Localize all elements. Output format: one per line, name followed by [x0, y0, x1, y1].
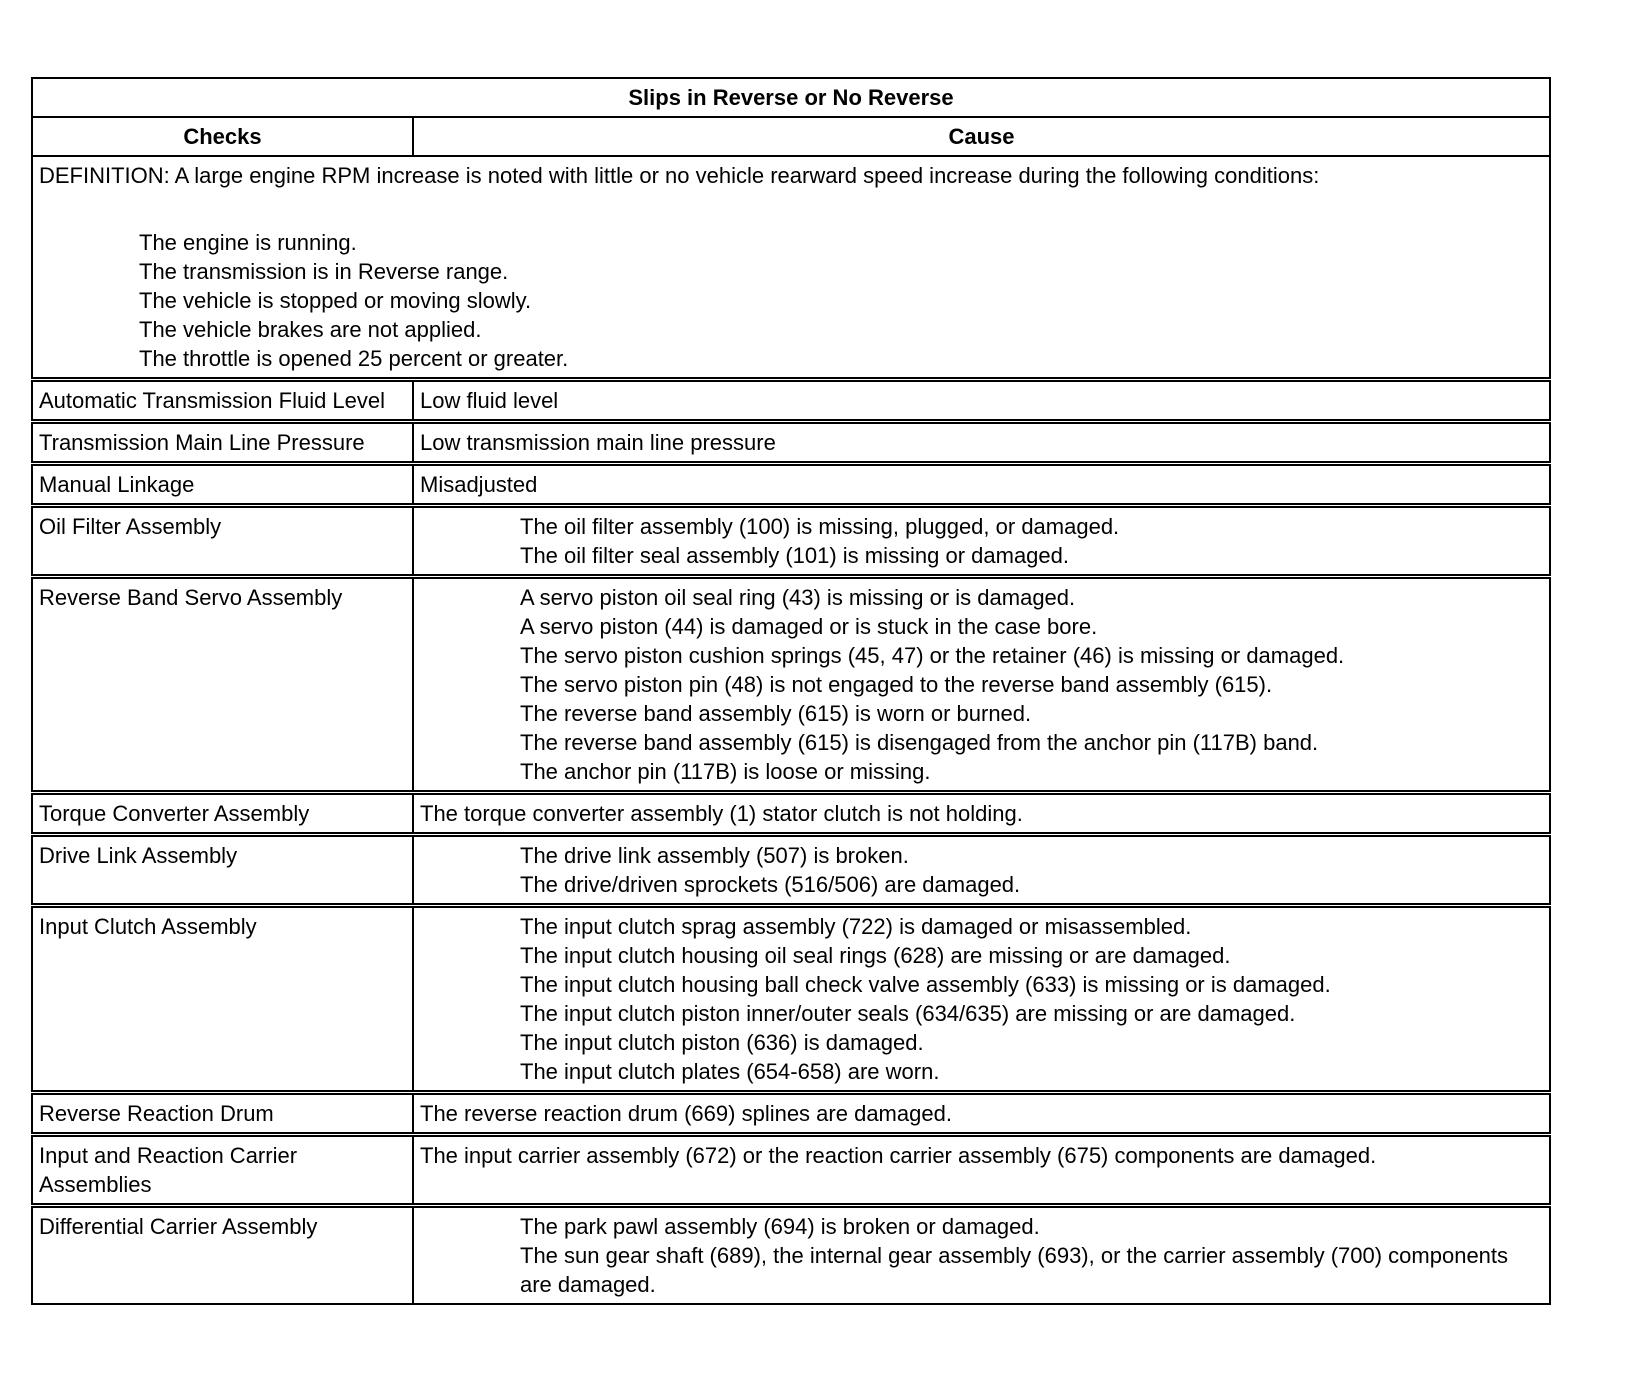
diagnostic-table [31, 77, 1551, 1305]
cause-item: The reverse band assembly (615) is worn or burned. [520, 701, 1032, 726]
cause-cell [413, 906, 1550, 1093]
cause-cell [413, 1093, 1550, 1135]
cause-list [420, 512, 1544, 570]
cause-text: Misadjusted [420, 472, 538, 497]
condition-item: The engine is running. [139, 230, 357, 255]
cause-item: The reverse band assembly (615) is disengaged from the anchor pin (117B) band. [520, 730, 1319, 755]
checks-column-header: Checks [32, 117, 413, 156]
check-cell: Manual Linkage [32, 464, 413, 506]
table-row [32, 835, 1550, 906]
cause-item: The anchor pin (117B) is loose or missing. [520, 759, 931, 784]
cause-item: The input clutch plates (654-658) are worn. [520, 1059, 940, 1084]
table-row [32, 1206, 1550, 1305]
cause-item: The input clutch piston inner/outer seals (634/635) are missing or are damaged. [520, 1001, 1296, 1026]
table-row [32, 1093, 1550, 1135]
cause-column-header: Cause [413, 117, 1550, 156]
cause-text: The torque converter assembly (1) stator clutch is not holding. [420, 801, 1023, 826]
cause-item: The servo piston cushion springs (45, 47) or the retainer (46) is missing or damaged. [520, 643, 1345, 668]
cause-list [420, 1212, 1544, 1299]
check-cell: Reverse Reaction Drum [32, 1093, 413, 1135]
cause-item: The servo piston pin (48) is not engaged to the reverse band assembly (615). [520, 672, 1273, 697]
check-cell: Reverse Band Servo Assembly [32, 577, 413, 793]
cause-item: The oil filter assembly (100) is missing, plugged, or damaged. [520, 514, 1120, 539]
check-cell: Differential Carrier Assembly [32, 1206, 413, 1305]
cause-item: The drive/driven sprockets (516/506) are damaged. [520, 872, 1021, 897]
cause-text: Low fluid level [420, 388, 559, 413]
cause-item: A servo piston oil seal ring (43) is missing or is damaged. [520, 585, 1076, 610]
cause-cell [413, 380, 1550, 422]
condition-item: The vehicle is stopped or moving slowly. [139, 288, 532, 313]
table-row [32, 380, 1550, 422]
check-cell: Automatic Transmission Fluid Level [32, 380, 413, 422]
cause-item: A servo piston (44) is damaged or is stuck in the case bore. [520, 614, 1098, 639]
header-row [32, 117, 1550, 156]
table-row [32, 506, 1550, 577]
cause-item: The sun gear shaft (689), the internal gear assembly (693), or the carrier assembly (700) components are damaged. [520, 1243, 1509, 1297]
title-row [32, 78, 1550, 117]
cause-item: The park pawl assembly (694) is broken or damaged. [520, 1214, 1040, 1239]
condition-list [39, 228, 1544, 373]
condition-item: The vehicle brakes are not applied. [139, 317, 482, 342]
check-cell: Oil Filter Assembly [32, 506, 413, 577]
table-row [32, 906, 1550, 1093]
cause-cell [413, 835, 1550, 906]
table-body [32, 156, 1550, 1304]
cause-item: The drive link assembly (507) is broken. [520, 843, 909, 868]
cause-list [420, 912, 1544, 1086]
cause-cell [413, 464, 1550, 506]
cause-cell [413, 1206, 1550, 1305]
definition-text: DEFINITION: A large engine RPM increase is noted with little or no vehicle rearward speed increase during the following conditions: [39, 163, 1320, 188]
condition-item: The throttle is opened 25 percent or greater. [139, 346, 569, 371]
table-row [32, 422, 1550, 464]
table-row [32, 464, 1550, 506]
cause-text: The input carrier assembly (672) or the reaction carrier assembly (675) components are damaged. [420, 1143, 1377, 1168]
cause-cell [413, 422, 1550, 464]
table-row [32, 793, 1550, 835]
cause-cell [413, 577, 1550, 793]
table-row [32, 577, 1550, 793]
cause-item: The oil filter seal assembly (101) is missing or damaged. [520, 543, 1070, 568]
table-title: Slips in Reverse or No Reverse [32, 78, 1550, 117]
check-cell: Input and Reaction Carrier Assemblies [32, 1135, 413, 1206]
cause-item: The input clutch piston (636) is damaged. [520, 1030, 924, 1055]
cause-item: The input clutch housing oil seal rings (628) are missing or are damaged. [520, 943, 1231, 968]
cause-text: The reverse reaction drum (669) splines are damaged. [420, 1101, 952, 1126]
cause-item: The input clutch housing ball check valve assembly (633) is missing or is damaged. [520, 972, 1331, 997]
cause-cell [413, 793, 1550, 835]
check-cell: Transmission Main Line Pressure [32, 422, 413, 464]
cause-list [420, 583, 1544, 786]
cause-list [420, 841, 1544, 899]
definition-cell [32, 156, 1550, 380]
definition-row [32, 156, 1550, 380]
cause-item: The input clutch sprag assembly (722) is damaged or misassembled. [520, 914, 1192, 939]
condition-item: The transmission is in Reverse range. [139, 259, 509, 284]
cause-text: Low transmission main line pressure [420, 430, 776, 455]
cause-cell [413, 1135, 1550, 1206]
cause-cell [413, 506, 1550, 577]
table-row [32, 1135, 1550, 1206]
check-cell: Input Clutch Assembly [32, 906, 413, 1093]
check-cell: Drive Link Assembly [32, 835, 413, 906]
check-cell: Torque Converter Assembly [32, 793, 413, 835]
